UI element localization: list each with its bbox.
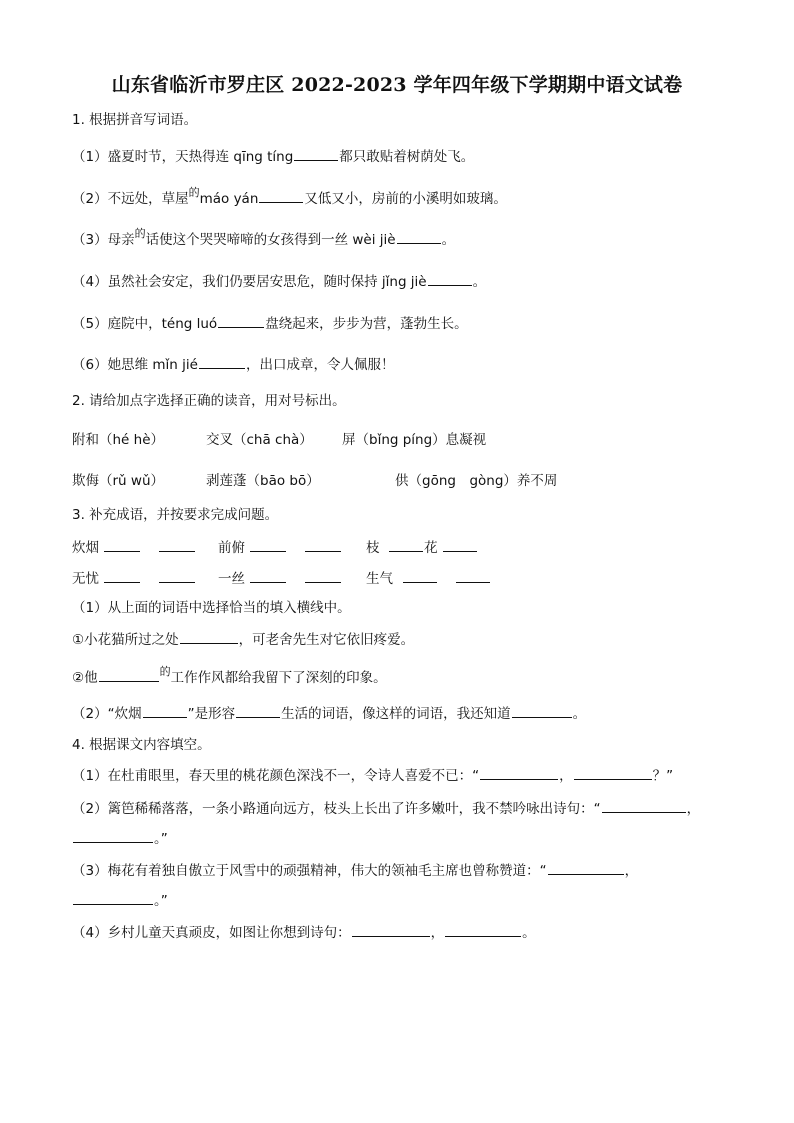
answer-blank[interactable] xyxy=(294,146,338,161)
answer-blank[interactable] xyxy=(236,703,280,718)
answer-blank[interactable] xyxy=(218,313,264,328)
q3-sub1-b: ②他 $^的$工作作风都给我留下了深刻的印象。 xyxy=(72,665,387,686)
q3-heading: 3. 补充成语，并按要求完成问题。 xyxy=(72,507,279,523)
answer-blank[interactable] xyxy=(305,568,341,583)
answer-blank[interactable] xyxy=(389,537,423,552)
answer-blank[interactable] xyxy=(443,537,477,552)
answer-blank[interactable] xyxy=(99,667,159,682)
answer-blank[interactable] xyxy=(104,568,140,583)
idiom-2: 前俯 xyxy=(218,536,342,556)
answer-blank[interactable] xyxy=(180,629,238,644)
q1-item-6: （6）她思维 mǐn jié ，出口成章，令人佩服！ xyxy=(72,354,394,375)
q2-option[interactable]: 附和（hé hè） xyxy=(72,432,165,448)
q3-sub1-a: ①小花猫所过之处 ，可老舍先生对它依旧疼爱。 xyxy=(72,629,414,650)
idiom-6: 生气 xyxy=(366,567,491,587)
q4-item-4: （4）乡村儿童天真顽皮，如图让你想到诗句： ， 。 xyxy=(72,922,536,943)
answer-blank[interactable] xyxy=(480,765,558,780)
answer-blank[interactable] xyxy=(574,765,652,780)
idiom-1: 炊烟 xyxy=(72,536,196,556)
q2-option[interactable]: 屏（bǐng píng）息凝视 xyxy=(342,432,487,448)
answer-blank[interactable] xyxy=(512,703,572,718)
answer-blank[interactable] xyxy=(73,890,153,905)
q2-option[interactable]: 欺侮（rǔ wǔ） xyxy=(72,473,164,489)
answer-blank[interactable] xyxy=(104,537,140,552)
answer-blank[interactable] xyxy=(159,537,195,552)
idiom-4: 无忧 xyxy=(72,567,196,587)
q4-item-3: （3）梅花有着独自傲立于风雪中的顽强精神，伟大的领袖毛主席也曾称赞道：“ ， xyxy=(72,860,638,881)
q3-sub2: （2）“炊烟 ”是形容 生活的词语，像这样的词语，我还知道 。 xyxy=(72,703,586,724)
q2-heading: 2. 请给加点字选择正确的读音，用对号标出。 xyxy=(72,393,346,409)
answer-blank[interactable] xyxy=(250,537,286,552)
q2-option[interactable]: 交叉（chā chà） xyxy=(206,432,313,448)
q1-item-1: （1）盛夏时节，天热得连 qīng tíng 都只敢贴着树荫处飞。 xyxy=(72,146,474,167)
q4-item-2-cont: 。” xyxy=(72,828,168,849)
answer-blank[interactable] xyxy=(602,798,686,813)
answer-blank[interactable] xyxy=(445,922,521,937)
answer-blank[interactable] xyxy=(250,568,286,583)
q1-item-2: （2）不远处，草屋$^的$máo yán 又低又小，房前的小溪明如玻璃。 xyxy=(72,186,507,207)
q4-item-2: （2）篱笆稀稀落落，一条小路通向远方，枝头上长出了许多嫩叶，我不禁吟咏出诗句：“ ， xyxy=(72,798,700,819)
answer-blank[interactable] xyxy=(456,568,490,583)
q2-option[interactable]: 供（gōng gòng）养不周 xyxy=(395,473,558,489)
answer-blank[interactable] xyxy=(397,229,441,244)
answer-blank[interactable] xyxy=(159,568,195,583)
answer-blank[interactable] xyxy=(143,703,187,718)
answer-blank[interactable] xyxy=(259,188,303,203)
q1-heading: 1. 根据拼音写词语。 xyxy=(72,112,198,128)
q1-item-3: （3）母亲$^的$话使这个哭哭啼啼的女孩得到一丝 wèi jiè 。 xyxy=(72,227,456,248)
page-title: 山东省临沂市罗庄区 2022-2023 学年四年级下学期期中语文试卷 xyxy=(111,74,683,96)
q4-heading: 4. 根据课文内容填空。 xyxy=(72,737,211,753)
answer-blank[interactable] xyxy=(199,354,245,369)
answer-blank[interactable] xyxy=(305,537,341,552)
q1-item-5: （5）庭院中，téng luó 盘绕起来，步步为营，蓬勃生长。 xyxy=(72,313,468,334)
idiom-3: 枝 花 xyxy=(366,536,478,556)
q1-item-4: （4）虽然社会安定，我们仍要居安思危，随时保持 jǐng jiè 。 xyxy=(72,271,486,292)
answer-blank[interactable] xyxy=(403,568,437,583)
answer-blank[interactable] xyxy=(352,922,430,937)
q2-option[interactable]: 剥莲蓬（bāo bō） xyxy=(206,473,320,489)
q4-item-1: （1）在杜甫眼里，春天里的桃花颜色深浅不一，令诗人喜爱不已：“ ， ？” xyxy=(72,765,673,786)
q3-sub1: （1）从上面的词语中选择恰当的填入横线中。 xyxy=(72,600,351,616)
answer-blank[interactable] xyxy=(548,860,624,875)
q4-item-3-cont: 。” xyxy=(72,890,168,911)
answer-blank[interactable] xyxy=(73,828,153,843)
answer-blank[interactable] xyxy=(428,271,472,286)
idiom-5: 一丝 xyxy=(218,567,342,587)
